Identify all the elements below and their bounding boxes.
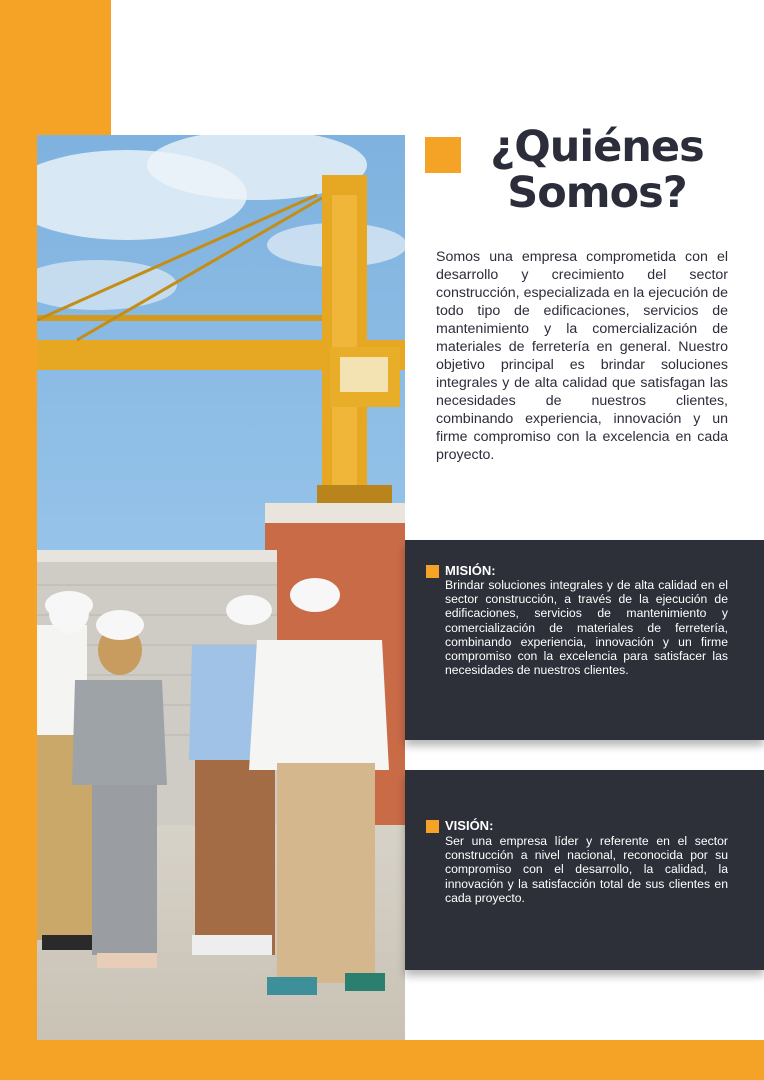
vision-text: Ser una empresa líder y referente en el sector construcción a nivel nacional, reconocida por su compromiso con el desarrollo, la calidad, la innovación y la satisfacción total de sus clientes en cada proyecto. (445, 834, 728, 905)
vision-panel (405, 770, 764, 970)
construction-site-photo (37, 135, 405, 1040)
mision-bullet-square (426, 565, 439, 578)
orange-bottom-bar (0, 1040, 764, 1080)
title-line-1: ¿Quiénes (490, 122, 704, 172)
mision-text: Brindar soluciones integrales y de alta calidad en el sector construcción, a través de la ejecución de edificaciones, servicios de mantenimiento y comercialización de materiales de ferretería, combinando experiencia, innovación y un firme compromiso con la excelencia para satisfacer las necesidades de nuestros clientes. (445, 578, 728, 678)
title-accent-square (425, 137, 461, 173)
title-line-2: Somos? (507, 168, 687, 218)
page-title (472, 124, 722, 216)
vision-title: VISIÓN: (445, 818, 494, 833)
mision-title: MISIÓN: (445, 563, 496, 578)
vision-bullet-square (426, 820, 439, 833)
mision-panel (405, 540, 764, 740)
intro-paragraph: Somos una empresa comprometida con el desarrollo y crecimiento del sector construcción, especializada en la ejecución de todo tipo de edificaciones, servicios de mantenimiento y la comercialización de materiales de ferretería en general. Nuestro objetivo principal es brindar soluciones integrales y de alta calidad que satisfagan las necesidades de nuestros clientes, combinando experiencia, innovación y un firme compromiso con la excelencia en cada proyecto. (436, 249, 728, 463)
